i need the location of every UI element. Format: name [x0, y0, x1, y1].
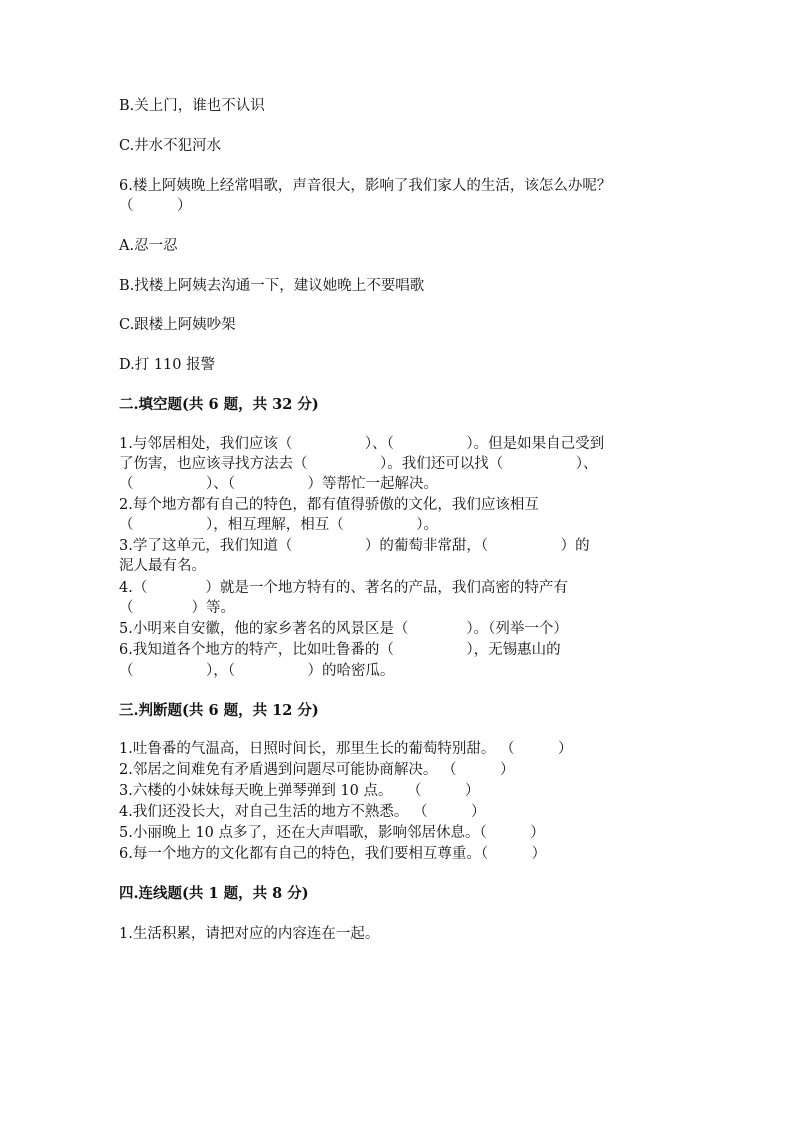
option-text: C.跟楼上阿姨吵架	[119, 317, 236, 333]
section-heading: 四.连线题(共 1 题，共 8 分)	[119, 885, 309, 902]
fill-blank-line: 了伤害，也应该寻找方法去（ ）。我们还可以找（ ）、	[119, 456, 598, 472]
option-text: B.关上门，谁也不认识	[119, 98, 265, 114]
section-heading: 二.填空题(共 6 题，共 32 分)	[119, 396, 319, 413]
fill-blank-line: 4.（ ）就是一个地方特有的、著名的产品，我们高密的特产有	[119, 580, 568, 596]
option-text: D.打 110 报警	[119, 357, 216, 373]
fill-blank-line: （ ），相互理解，相互（ ）。	[119, 517, 438, 533]
option-text: A.忍一忍	[119, 238, 178, 254]
matching-question: 1.生活积累，请把对应的内容连在一起。	[119, 926, 380, 942]
fill-blank-line: 6.我知道各个地方的特产，比如吐鲁番的（ ），无锡惠山的	[119, 642, 561, 658]
answer-parentheses: （ ）	[119, 198, 192, 214]
true-false-line: 1.吐鲁番的气温高，日照时间长，那里生长的葡萄特别甜。 （ ）	[119, 741, 573, 757]
fill-blank-line: 3.学了这单元，我们知道（ ）的葡萄非常甜，（ ）的	[119, 538, 590, 554]
option-text: C.井水不犯河水	[119, 138, 222, 154]
fill-blank-line: （ ）、（ ）等帮忙一起解决。	[119, 476, 438, 492]
question-stem: 6.楼上阿姨晚上经常唱歌，声音很大，影响了我们家人的生活，该怎么办呢？	[119, 178, 612, 194]
fill-blank-line: （ ），（ ）的哈密瓜。	[119, 663, 395, 679]
fill-blank-line: 泥人最有名。	[119, 558, 206, 574]
fill-blank-line: 5.小明来自安徽，他的家乡著名的风景区是（ ）。（列举一个）	[119, 621, 568, 637]
fill-blank-line: 2.每个地方都有自己的特色，都有值得骄傲的文化，我们应该相互	[119, 497, 539, 513]
true-false-line: 5.小丽晚上 10 点多了，还在大声唱歌，影响邻居休息。（ ）	[119, 825, 545, 841]
option-text: B.找楼上阿姨去沟通一下，建议她晚上不要唱歌	[119, 278, 425, 294]
true-false-line: 2.邻居之间难免有矛盾遇到问题尽可能协商解决。 （ ）	[119, 762, 515, 778]
true-false-line: 6.每一个地方的文化都有自己的特色，我们要相互尊重。（ ）	[119, 846, 547, 862]
true-false-line: 4.我们还没长大，对自己生活的地方不熟悉。 （ ）	[119, 804, 486, 820]
true-false-line: 3.六楼的小妹妹每天晚上弹琴弹到 10 点。 （ ）	[119, 783, 480, 799]
fill-blank-line: （ ）等。	[119, 600, 235, 616]
fill-blank-line: 1.与邻居相处，我们应该（ ）、（ ）。但是如果自己受到	[119, 436, 605, 452]
section-heading: 三.判断题(共 6 题，共 12 分)	[119, 702, 319, 719]
